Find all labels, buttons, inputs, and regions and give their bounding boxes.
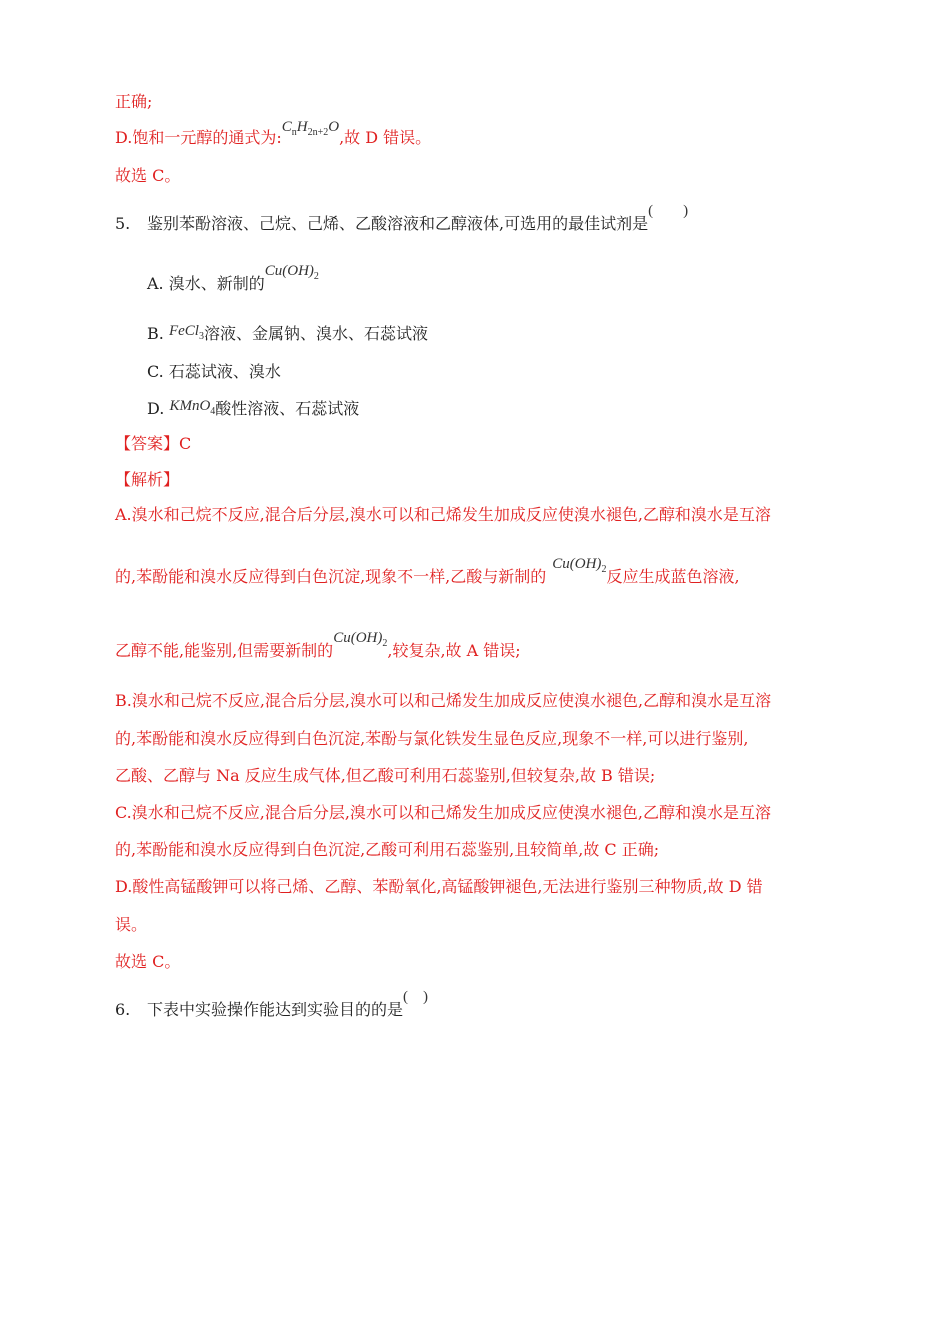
formula-cuoh2: $Cu(OH)_2$ bbox=[552, 556, 607, 575]
text-line bbox=[115, 119, 432, 155]
option-b bbox=[147, 324, 428, 351]
analysis-line: 乙醇不能,能鉴别,但需要新制的$Cu(OH)_2$,较复杂,故 A 错误; bbox=[115, 630, 521, 660]
analysis-line: 误。 bbox=[115, 915, 148, 934]
option-text: 溶液、金属钠、溴水、石蕊试液 bbox=[203, 324, 428, 343]
analysis-line: D.酸性高锰酸钾可以将己烯、乙醇、苯酚氧化,高锰酸钾褪色,无法进行鉴别三种物质,故 D 错 bbox=[115, 877, 763, 896]
answer-blank: ( ) bbox=[403, 989, 429, 1005]
analysis-line: 乙酸、乙醇与 Na 反应生成气体,但乙酸可利用石蕊鉴别,但较复杂,故 B 错误; bbox=[115, 766, 656, 785]
text: 故选 C。 bbox=[115, 166, 181, 185]
analysis-line: 的,苯酚能和溴水反应得到白色沉淀,乙酸可利用石蕊鉴别,且较简单,故 C 正确; bbox=[115, 840, 660, 859]
text: ,故 D 错误。 bbox=[339, 128, 432, 147]
analysis-line: 的,苯酚能和溴水反应得到白色沉淀,现象不一样,乙酸与新制的$Cu(OH)_2$反应生成蓝色溶液, bbox=[115, 556, 740, 586]
text-line bbox=[115, 166, 180, 186]
question-number: 5. bbox=[115, 214, 131, 233]
option-text: C. 石蕊试液、溴水 bbox=[147, 362, 281, 381]
analysis-line: A.溴水和己烷不反应,混合后分层,溴水可以和己烯发生加成反应使溴水褪色,乙醇和溴水是互溶 bbox=[115, 505, 771, 524]
analysis-line: C.溴水和己烷不反应,混合后分层,溴水可以和己烯发生加成反应使溴水褪色,乙醇和溴水是互溶 bbox=[115, 803, 772, 822]
option-text: A. 溴水、新制的 bbox=[147, 274, 265, 293]
question-text: 鉴别苯酚溶液、己烷、己烯、乙酸溶液和乙醇液体,可选用的最佳试剂是 bbox=[147, 214, 649, 233]
analysis-label: 【解析】 bbox=[115, 470, 180, 489]
question-text: 下表中实验操作能达到实验目的的是 bbox=[147, 1000, 404, 1019]
analysis-line: 的,苯酚能和溴水反应得到白色沉淀,苯酚与氯化铁发生显色反应,现象不一样,可以进行鉴别, bbox=[115, 729, 749, 748]
formula-fecl3: FeCl$_3$ bbox=[168, 323, 204, 342]
formula-cuoh2: $Cu(OH)_2$ bbox=[264, 263, 319, 282]
analysis-line: B.溴水和己烷不反应,混合后分层,溴水可以和己烯发生加成反应使溴水褪色,乙醇和溴水是互溶 bbox=[115, 691, 772, 710]
conclusion: 故选 C。 bbox=[115, 952, 181, 971]
option-text: D. bbox=[147, 399, 165, 418]
formula-alcohol: $C_nH_{2n+2}O$ bbox=[281, 119, 340, 138]
option-d bbox=[147, 399, 359, 426]
question-6 bbox=[115, 989, 429, 1021]
text: D.饱和一元醇的通式为: bbox=[115, 128, 282, 147]
option-a bbox=[147, 263, 319, 301]
text: 正确; bbox=[115, 92, 153, 111]
answer-blank: ( ) bbox=[648, 203, 689, 219]
option-c bbox=[147, 362, 281, 382]
question-number: 6. bbox=[115, 1000, 131, 1019]
text-line bbox=[115, 92, 152, 112]
formula-kmno4: KMnO$_4$ bbox=[169, 398, 216, 417]
option-text: 酸性溶液、石蕊试液 bbox=[215, 399, 360, 418]
option-text: B. bbox=[147, 324, 164, 343]
question-5 bbox=[115, 203, 689, 235]
answer-label: 【答案】C bbox=[115, 434, 192, 453]
formula-cuoh2: $Cu(OH)_2$ bbox=[333, 630, 388, 649]
